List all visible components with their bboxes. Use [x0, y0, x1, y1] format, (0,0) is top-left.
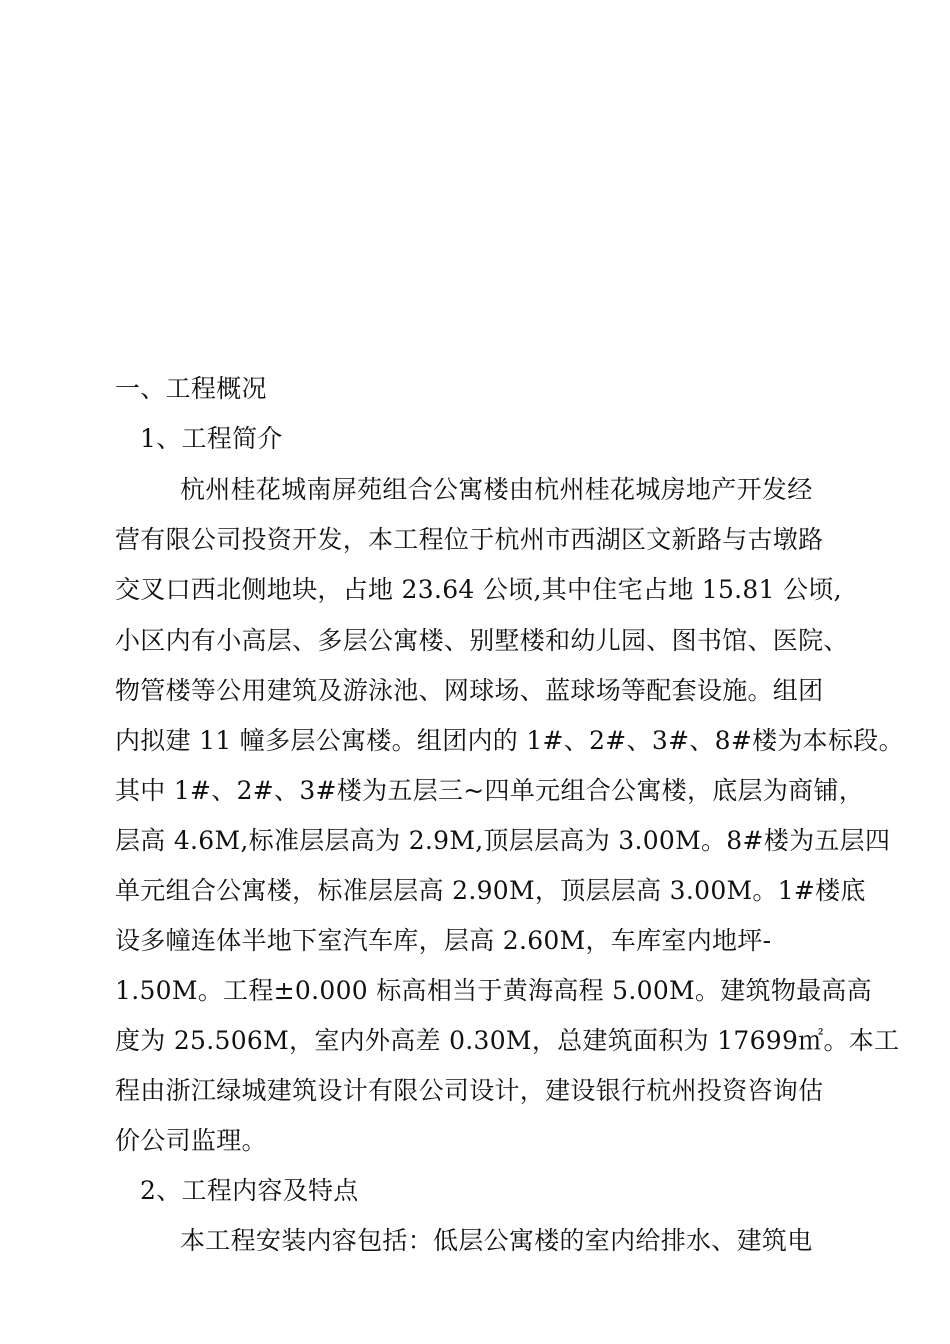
- paragraph-1-line: 其中 1#、2#、3#楼为五层三~四单元组合公寓楼，底层为商铺，: [115, 776, 865, 805]
- paragraph-1-line: 内拟建 11 幢多层公寓楼。组团内的 1#、2#、3#、8#楼为本标段。: [115, 726, 904, 755]
- paragraph-1-line: 度为 25.506M，室内外高差 0.30M，总建筑面积为 17699㎡。本工: [115, 1026, 900, 1055]
- paragraph-1-line: 程由浙江绿城建筑设计有限公司设计，建设银行杭州投资咨询估: [115, 1076, 824, 1105]
- subsection-1-title: 1、工程简介: [140, 424, 283, 453]
- paragraph-1-line: 小区内有小高层、多层公寓楼、别墅楼和幼儿园、图书馆、医院、: [115, 626, 849, 655]
- paragraph-1-line: 价公司监理。: [115, 1126, 267, 1155]
- paragraph-1-line: 设多幢连体半地下室汽车库，层高 2.60M，车库室内地坪-: [115, 926, 772, 955]
- paragraph-1-line: 层高 4.6M,标准层层高为 2.9M,顶层层高为 3.00M。8#楼为五层四: [115, 826, 891, 855]
- paragraph-1-line: 营有限公司投资开发，本工程位于杭州市西湖区文新路与古墩路: [115, 525, 824, 554]
- paragraph-1-line: 杭州桂花城南屏苑组合公寓楼由杭州桂花城房地产开发经: [180, 475, 813, 504]
- section-heading: 一、工程概况: [115, 374, 267, 403]
- paragraph-1-line: 交叉口西北侧地块，占地 23.64 公顷,其中住宅占地 15.81 公顷,: [115, 575, 842, 604]
- subsection-2-title: 2、工程内容及特点: [140, 1176, 359, 1205]
- paragraph-1-line: 物管楼等公用建筑及游泳池、网球场、蓝球场等配套设施。组团: [115, 676, 824, 705]
- paragraph-2-line: 本工程安装内容包括：低层公寓楼的室内给排水、建筑电: [180, 1226, 813, 1255]
- paragraph-1-line: 1.50M。工程±0.000 标高相当于黄海高程 5.00M。建筑物最高高: [115, 976, 873, 1005]
- paragraph-1-line: 单元组合公寓楼，标准层层高 2.90M，顶层层高 3.00M。1#楼底: [115, 876, 866, 905]
